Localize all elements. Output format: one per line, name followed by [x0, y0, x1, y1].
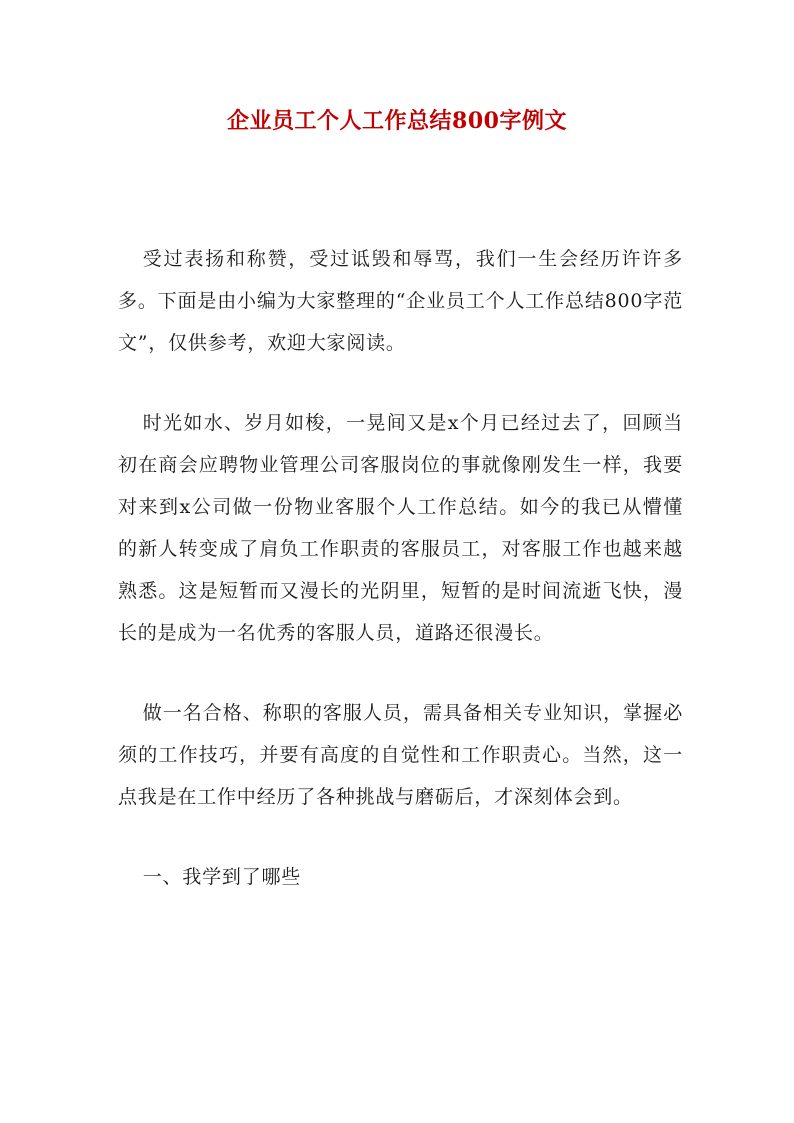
paragraph-time: 时光如水、岁月如梭，一晃间又是x个月已经过去了，回顾当初在商会应聘物业管理公司客服岗位的事就像刚发生一样，我要对来到x公司做一份物业客服个人工作总结。如今的我已从懵懂的新人转变成了肩负工作职责的客服员工，对客服工作也越来越熟悉。这是短暂而又漫长的光阴里，短暂的是时间流逝飞快，漫长的是成为一名优秀的客服人员，道路还很漫长。	[118, 412, 683, 644]
paragraph-qualified: 做一名合格、称职的客服人员，需具备相关专业知识，掌握必须的工作技巧，并要有高度的自觉性和工作职责心。当然，这一点我是在工作中经历了各种挑战与磨砺后，才深刻体会到。	[118, 702, 683, 808]
paragraph-spacer	[118, 364, 683, 402]
document-title: 企业员工个人工作总结800字例文	[227, 108, 567, 134]
paragraph-spacer	[118, 654, 683, 692]
paragraph-intro: 受过表扬和称赞，受过诋毁和辱骂，我们一生会经历许许多多。下面是由小编为大家整理的“企业员工个人工作总结800字范文”，仅供参考，欢迎大家阅读。	[118, 248, 683, 354]
paragraph-spacer	[118, 818, 683, 856]
document-body	[118, 238, 683, 898]
section-heading-learned: 一、我学到了哪些	[142, 866, 302, 888]
